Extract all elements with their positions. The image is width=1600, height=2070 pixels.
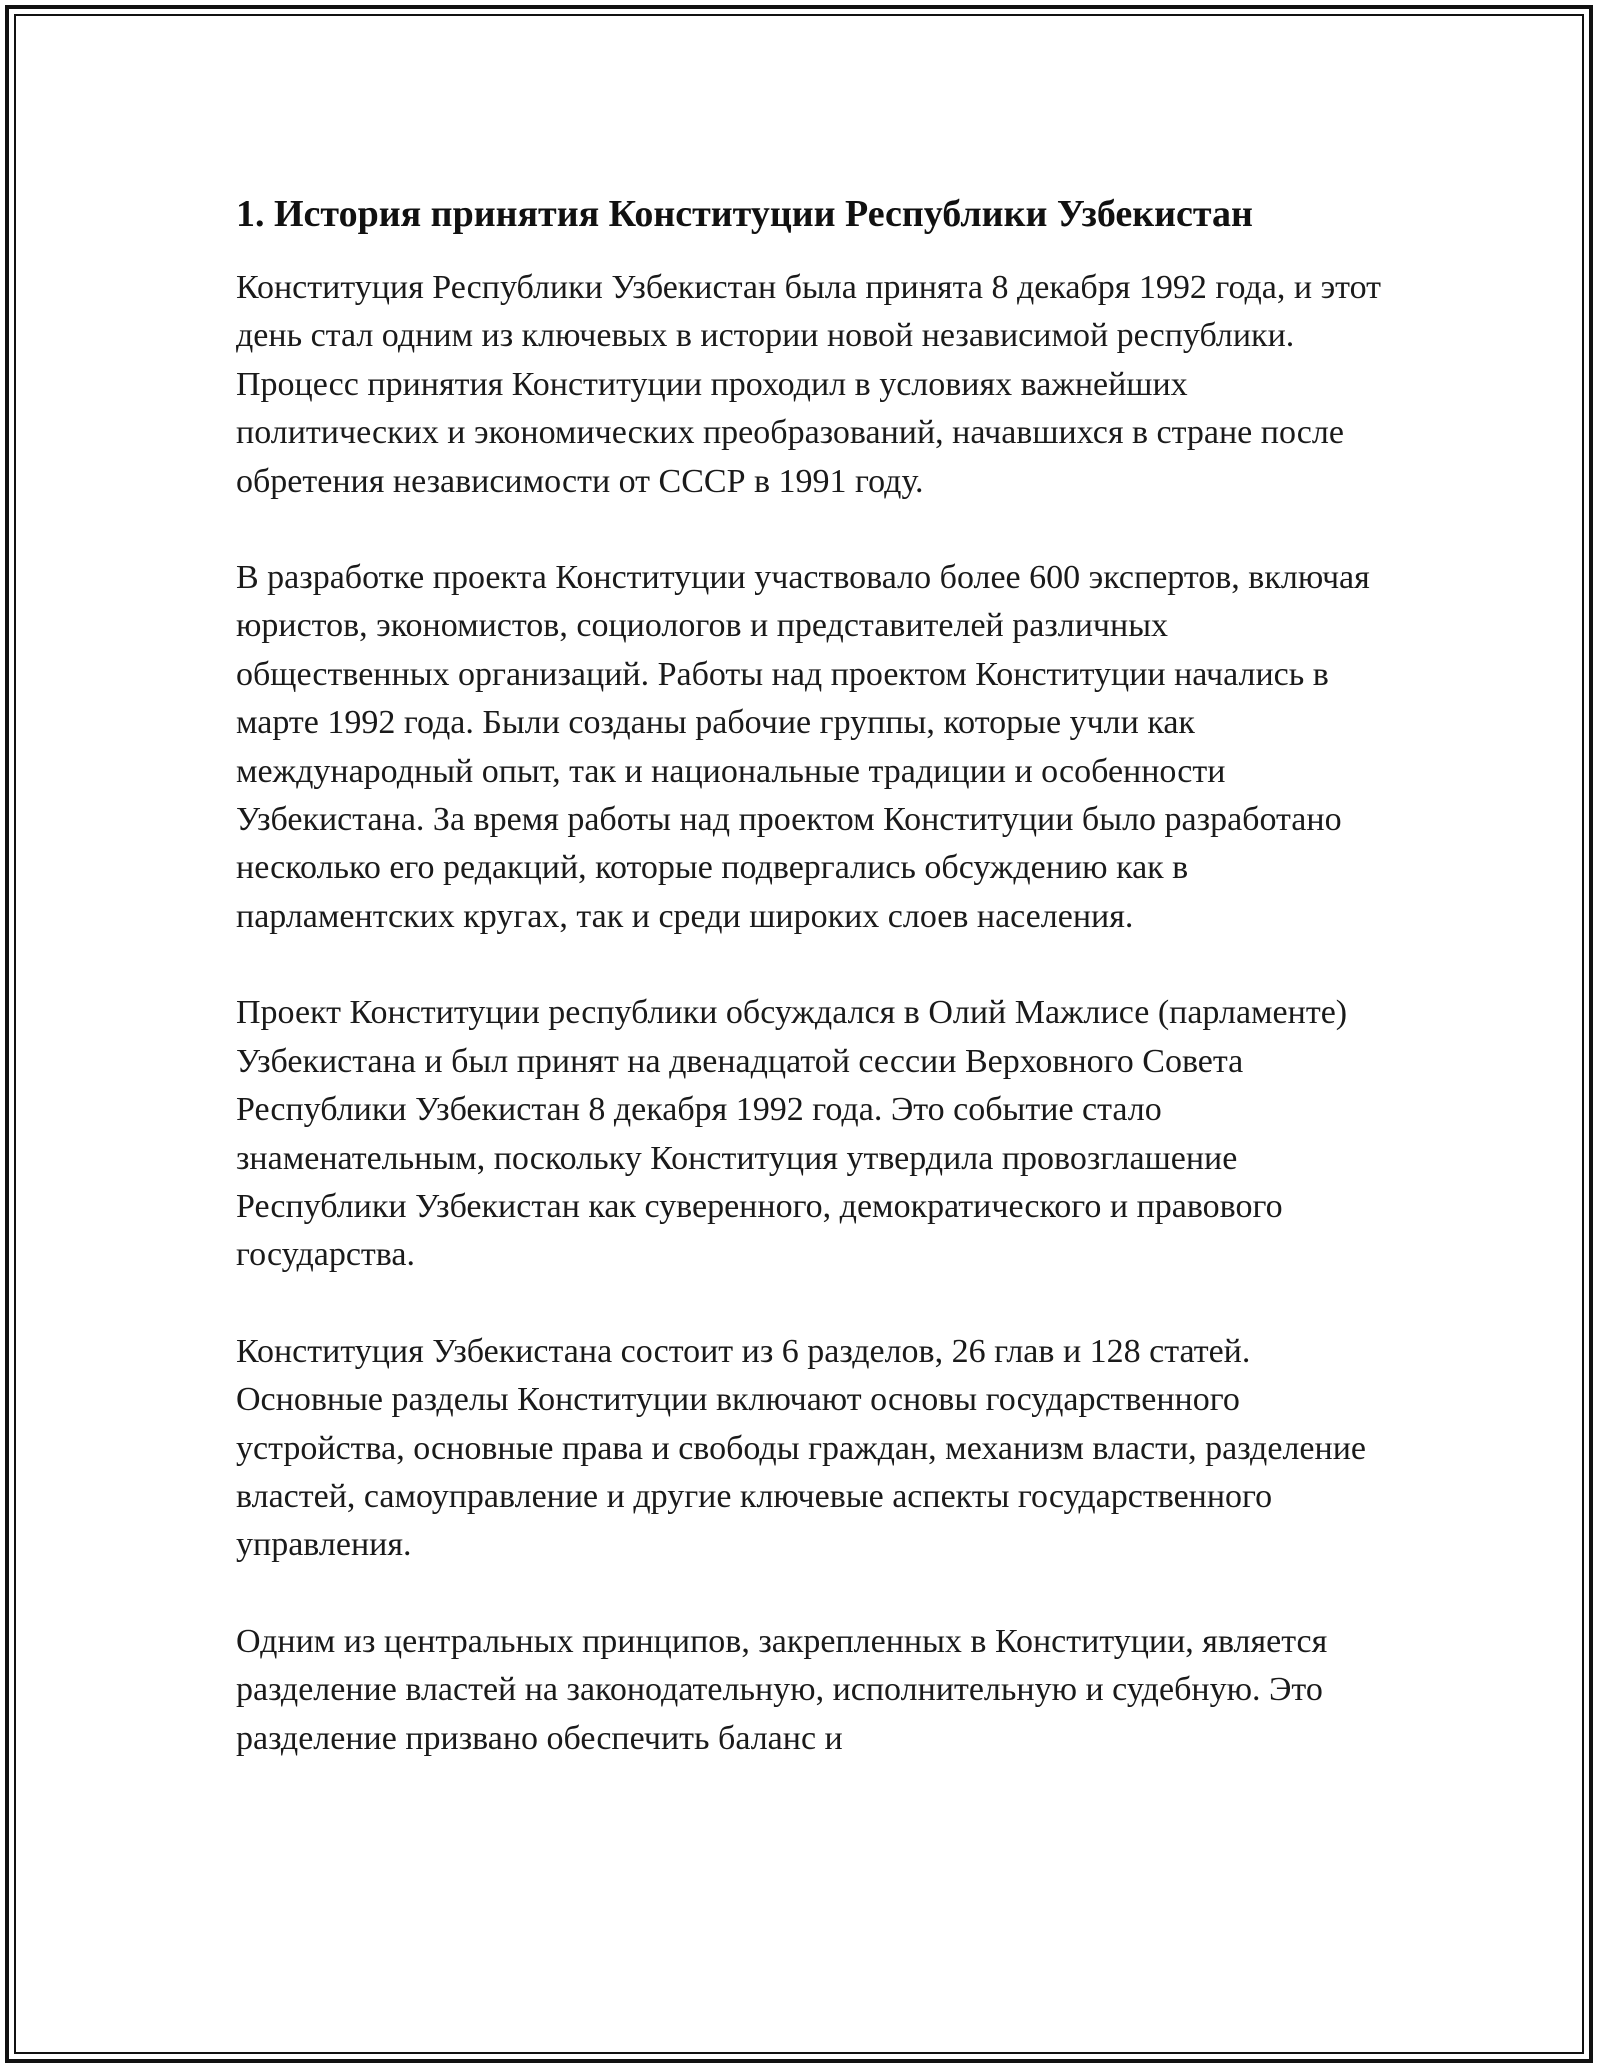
paragraph-adoption: Конституция Республики Узбекистан была принята 8 декабря 1992 года, и этот день стал одним из ключевых в истории новой независимой республики. Процесс принятия Конституции проходил в условиях важнейших политических и экономических преобразований, начавшихся в стране после обретения независимости от СССР в 1991 году.: [236, 269, 1381, 500]
paragraph-separation-of-powers: Одним из центральных принципов, закрепленных в Конституции, является разделение властей на законодательную, исполнительную и судебную. Это разделение призвано обеспечить баланс и: [236, 1622, 1328, 1757]
document-body: [236, 186, 1386, 1763]
paragraph-structure: Конституция Узбекистана состоит из 6 разделов, 26 глав и 128 статей. Основные разделы Конституции включают основы государственного устройства, основные права и свободы граждан, механизм власти, разделение властей, самоуправление и другие ключевые аспекты государственного управления.: [236, 1332, 1366, 1564]
paragraph-drafting: В разработке проекта Конституции участвовало более 600 экспертов, включая юристов, экономистов, социологов и представителей различных общественных организаций. Работы над проектом Конституции начались в марте 1992 года. Были созданы рабочие группы, которые учли как международный опыт, так и национальные традиции и особенности Узбекистана. За время работы над проектом Конституции было разработано несколько его редакций, которые подвергались обсуждению как в парламентских кругах, так и среди широких слоев населения.: [236, 559, 1370, 935]
paragraph-approval: Проект Конституции республики обсуждался в Олий Мажлисе (парламенте) Узбекистана и был принят на двенадцатой сессии Верховного Совета Республики Узбекистан 8 декабря 1992 года. Это событие стало знаменательным, поскольку Конституция утвердила провозглашение Республики Узбекистан как суверенного, демократического и правового государства.: [236, 994, 1348, 1274]
section-heading: 1. История принятия Конституции Республики Узбекистан: [236, 193, 1253, 235]
